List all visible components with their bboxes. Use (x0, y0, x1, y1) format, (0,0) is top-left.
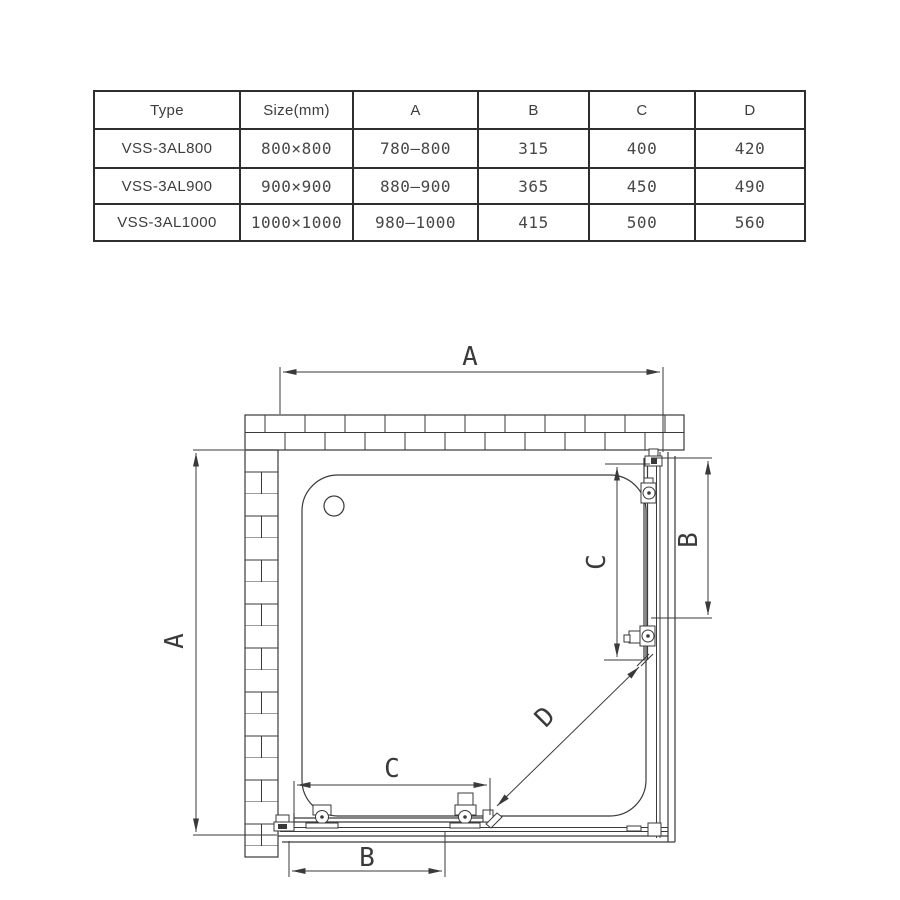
cell-d: 560 (695, 204, 805, 241)
left-brick-wall (245, 450, 278, 857)
enclosure-frame (278, 452, 675, 842)
dim-label-a-top: A (462, 342, 478, 372)
dim-label-d-diagonal: D (529, 701, 562, 734)
col-header-type: Type (94, 91, 240, 129)
top-brick-wall (245, 415, 684, 450)
cell-d: 490 (695, 168, 805, 204)
cell-size: 1000×1000 (240, 204, 353, 241)
cell-a: 780–800 (353, 129, 478, 168)
dim-label-c-right: C (582, 554, 612, 570)
cell-c: 450 (589, 168, 695, 204)
col-header-a: A (353, 91, 478, 129)
wall-profile-bracket (274, 815, 294, 831)
shower-tray (302, 475, 646, 816)
cell-type: VSS-3AL800 (94, 129, 240, 168)
right-rail (657, 452, 661, 838)
dim-label-c-bottom: C (384, 754, 400, 784)
bottom-roller-right (450, 793, 480, 828)
dim-label-b-bottom: B (359, 843, 375, 873)
cell-c: 500 (589, 204, 695, 241)
tray-outline (302, 475, 646, 816)
drain-circle (324, 496, 344, 516)
cell-b: 415 (478, 204, 589, 241)
dim-label-b-right: B (674, 532, 704, 548)
col-header-c: C (589, 91, 695, 129)
right-roller-top (641, 478, 656, 503)
dim-label-a-left: A (160, 633, 190, 649)
col-header-size: Size(mm) (240, 91, 353, 129)
bottom-door-assembly (274, 793, 668, 836)
right-roller-bottom (624, 626, 655, 646)
cell-a: 980–1000 (353, 204, 478, 241)
right-door-assembly (624, 449, 662, 838)
cell-size: 900×900 (240, 168, 353, 204)
bottom-roller-left (306, 805, 338, 828)
cell-type: VSS-3AL1000 (94, 204, 240, 241)
bottom-right-corner-bracket (627, 823, 661, 836)
col-header-b: B (478, 91, 589, 129)
bottom-door-end-cap (483, 810, 502, 828)
cell-size: 800×800 (240, 129, 353, 168)
dim-diagonal-opening (497, 667, 639, 806)
cell-type: VSS-3AL900 (94, 168, 240, 204)
cell-c: 400 (589, 129, 695, 168)
brick-walls (245, 415, 684, 857)
cell-b: 315 (478, 129, 589, 168)
cell-a: 880–900 (353, 168, 478, 204)
col-header-d: D (695, 91, 805, 129)
cell-b: 365 (478, 168, 589, 204)
dim-bottom-outer (289, 832, 445, 877)
cell-d: 420 (695, 129, 805, 168)
